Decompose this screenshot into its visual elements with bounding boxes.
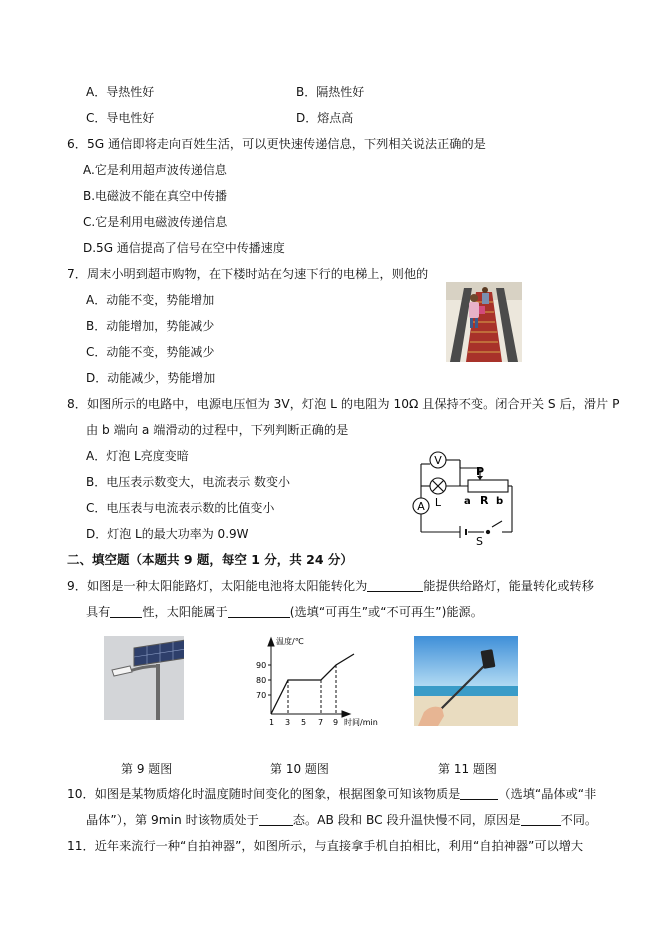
q10-line1 [67,786,596,802]
q8-option-c: C．电压表与电流表示数的比值变小 [86,501,275,515]
graph-xtick-9: 9 [333,718,339,727]
q8-stem-line2: 由 b 端向 a 端滑动的过程中，下列判断正确的是 [86,423,349,437]
section-2-title: 二、填空题（本题共 9 题，每空 1 分，共 24 分） [67,552,353,567]
q10-blank-2[interactable] [259,813,293,826]
q7-option-c: C．动能不变，势能减少 [86,345,215,359]
graph-ytick-80: 80 [256,676,267,685]
q7-option-a: A．动能不变，势能增加 [86,293,215,307]
q10-blank-1[interactable] [460,787,498,800]
fig10-caption: 第 10 题图 [270,762,329,776]
q6-option-d: D.5G 通信提高了信号在空中传播速度 [83,241,285,255]
graph-xtick-5: 5 [301,718,307,727]
circuit-label-slider: P [476,465,485,478]
circuit-label-lamp: L [434,496,442,509]
circuit-label-end-a: a [464,496,471,507]
graph-xtick-3: 3 [285,718,291,727]
circuit-diagram [404,446,522,546]
q6-option-b: B.电磁波不能在真空中传播 [83,189,228,203]
graph-xtick-1: 1 [269,718,275,727]
q9-line2-text-a: 具有 [86,605,111,619]
q5-option-d: D．熔点高 [296,111,354,125]
q6-option-a: A.它是利用超声波传递信息 [83,163,227,177]
q8-option-d: D．灯泡 L的最大功率为 0.9W [86,527,249,541]
q6-option-c: C.它是利用电磁波传递信息 [83,215,228,229]
q9-line2 [86,604,483,620]
q10-line1-text-b: （选填“晶体或“非 [498,787,597,801]
q8-option-b: B．电压表示数变大，电流表示 数变小 [86,475,291,489]
q10-line2-text-c: 不同。 [560,813,598,827]
q7-stem: 7．周末小明到超市购物，在下楼时站在匀速下行的电梯上，则他的 [67,267,429,281]
q11-line1: 11．近年来流行一种“自拍神器”，如图所示，与直接拿手机自拍相比，利用“自拍神器”可以增大 [67,839,584,853]
q5-option-a: A．导热性好 [86,85,155,99]
q10-line2-text-a: 晶体”），第 9min 时该物质处于 [86,813,259,827]
melting-graph [250,632,400,728]
q9-line2-text-b: 性，太阳能属于 [142,605,228,619]
q9-line1-text-a: 9．如图是一种太阳能路灯，太阳能电池将太阳能转化为 [67,579,368,593]
q9-blank-2[interactable] [110,605,142,618]
q8-option-a: A．灯泡 L亮度变暗 [86,449,189,463]
q10-line2-text-b: 态。AB 段和 BC 段升温快慢不同，原因是 [292,813,521,827]
selfie-stick-figure [414,636,518,726]
fig11-caption: 第 11 题图 [438,762,497,776]
graph-ytick-70: 70 [256,691,267,700]
circuit-label-switch: S [476,535,483,546]
graph-xtick-7: 7 [318,718,324,727]
q10-blank-3[interactable] [521,813,561,826]
circuit-label-end-b: b [496,496,504,507]
circuit-label-voltmeter: V [434,454,442,467]
escalator-figure [446,282,522,362]
q7-option-b: B．动能增加，势能减少 [86,319,215,333]
q8-stem-line1: 8．如图所示的电路中，电源电压恒为 3V，灯泡 L 的电阻为 10Ω 且保持不变。闭合开关 S 后，滑片 P [67,397,620,411]
q7-option-d: D．动能减少，势能增加 [86,371,216,385]
graph-ytick-90: 90 [256,661,267,670]
q10-line1-text-a: 10．如图是某物质熔化时温度随时间变化的图象，根据图象可知该物质是 [67,787,461,801]
graph-xlabel: 时间/min [344,718,378,727]
q5-option-c: C．导电性好 [86,111,155,125]
q5-option-b: B．隔热性好 [296,85,365,99]
q9-blank-1[interactable] [367,579,423,592]
q9-line2-text-c: (选填“可再生”或“不可再生”)能源。 [289,605,483,619]
circuit-label-resistor: R [480,494,489,507]
q6-stem: 6．5G 通信即将走向百姓生活，可以更快速传递信息，下列相关说法正确的是 [67,137,486,151]
fig9-caption: 第 9 题图 [121,762,173,776]
circuit-label-ammeter: A [417,500,425,513]
q9-line1-text-b: 能提供给路灯，能量转化或转移 [423,579,594,593]
q10-line2 [86,812,597,828]
solar-street-light-figure [104,636,184,720]
q9-line1 [67,578,594,594]
graph-ylabel: 温度/℃ [276,637,304,646]
q9-blank-3[interactable] [228,605,290,618]
